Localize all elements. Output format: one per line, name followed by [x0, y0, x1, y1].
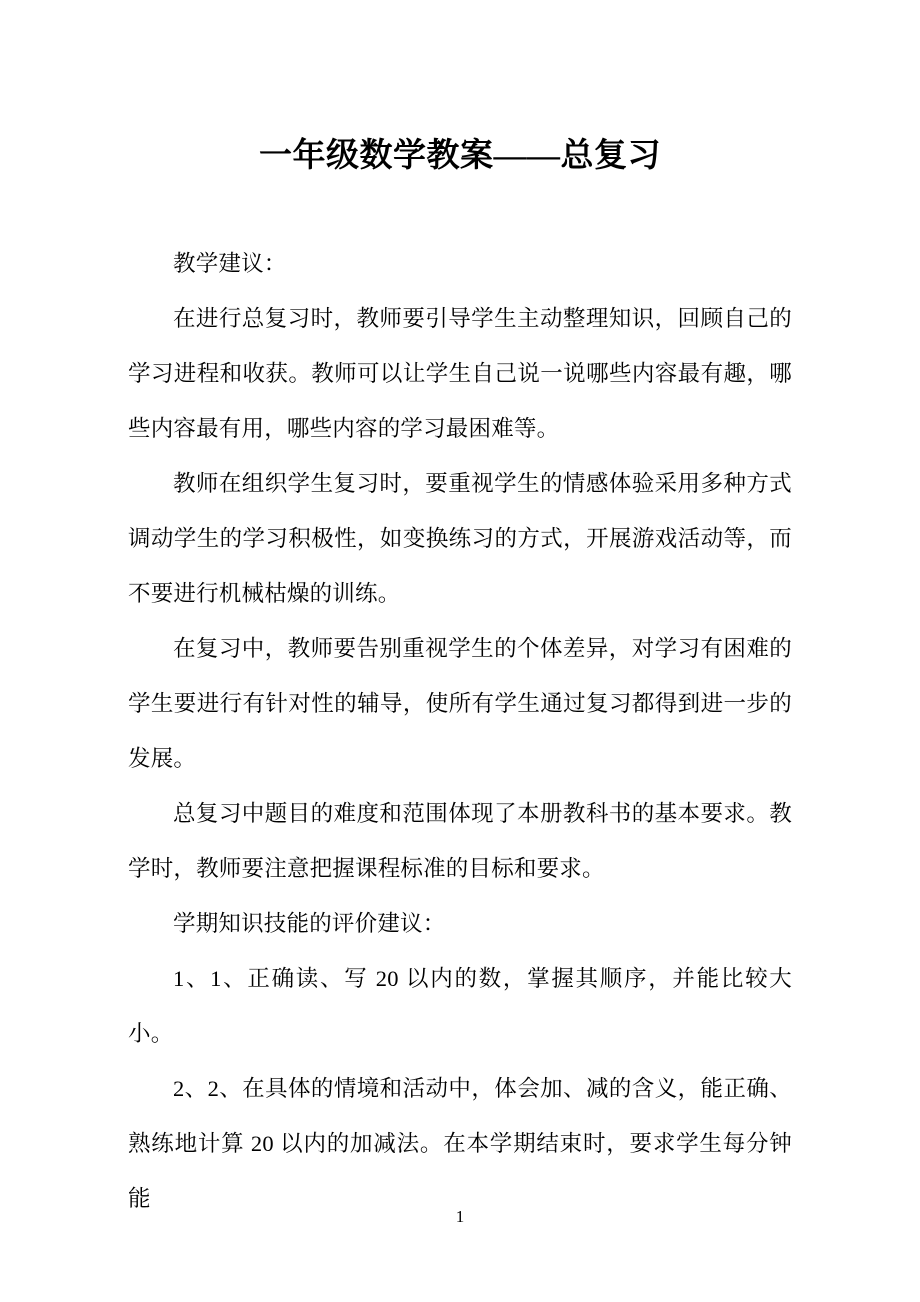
paragraph-item-2: 2、2、在具体的情境和活动中，体会加、减的含义，能正确、熟练地计算 20 以内的加减法。在本学期结束时，要求学生每分钟能	[128, 1076, 792, 1211]
paragraph-teaching-suggestions-heading: 教学建议：	[173, 251, 287, 276]
paragraph-individual-differences: 在复习中，教师要告别重视学生的个体差异，对学习有困难的学生要进行有针对性的辅导，使所有学生通过复习都得到进一步的发展。	[128, 636, 792, 771]
paragraph-item-1: 1、1、正确读、写 20 以内的数，掌握其顺序，并能比较大小。	[128, 966, 792, 1046]
paragraph-difficulty-and-scope: 总复习中题目的难度和范围体现了本册教科书的基本要求。教学时，教师要注意把握课程标准的目标和要求。	[128, 801, 792, 881]
page-title: 一年级数学教案——总复习	[259, 138, 661, 175]
document-body	[128, 236, 792, 1226]
paragraph-general-review-guidance: 在进行总复习时，教师要引导学生主动整理知识，回顾自己的学习进程和收获。教师可以让学生自己说一说哪些内容最有趣，哪些内容最有用，哪些内容的学习最困难等。	[128, 306, 792, 441]
page-number: 1	[455, 1207, 465, 1226]
paragraph-emotional-experience: 教师在组织学生复习时，要重视学生的情感体验采用多种方式调动学生的学习积极性，如变换练习的方式，开展游戏活动等，而不要进行机械枯燥的训练。	[128, 471, 792, 606]
paragraph-evaluation-suggestions-heading: 学期知识技能的评价建议：	[173, 911, 446, 936]
